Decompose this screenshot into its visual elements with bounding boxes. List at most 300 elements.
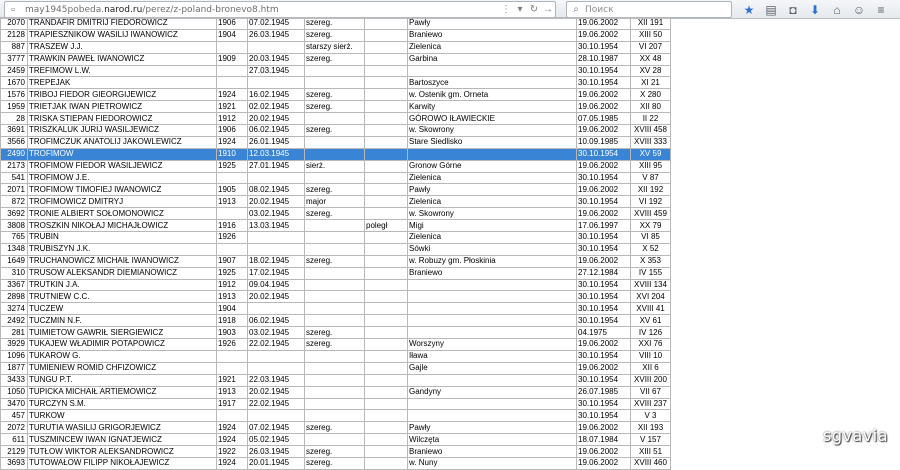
record-number-cell: 3777 bbox=[1, 53, 28, 65]
record-date-cell: 10.09.1985 bbox=[577, 136, 631, 148]
birth-year-cell: 1925 bbox=[217, 160, 248, 172]
table-row[interactable] bbox=[1, 77, 671, 89]
table-row[interactable] bbox=[1, 29, 671, 41]
record-number-cell: 2128 bbox=[1, 29, 28, 41]
record-number-cell: 3808 bbox=[1, 220, 28, 232]
place-cell: Wilczęta bbox=[408, 434, 577, 446]
record-date-cell: 30.10.1954 bbox=[577, 279, 631, 291]
table-row[interactable] bbox=[1, 136, 671, 148]
place-cell bbox=[408, 398, 577, 410]
record-date-cell: 19.06.2002 bbox=[577, 18, 631, 30]
volume-cell: XII 192 bbox=[631, 184, 671, 196]
status-cell bbox=[365, 18, 408, 30]
share-icon[interactable]: ☺ bbox=[852, 2, 866, 17]
birth-year-cell: 1906 bbox=[217, 18, 248, 30]
volume-cell: XVIII 460 bbox=[631, 457, 671, 469]
birth-year-cell bbox=[217, 243, 248, 255]
volume-cell: XV 28 bbox=[631, 65, 671, 77]
rank-cell bbox=[305, 77, 365, 89]
table-row[interactable] bbox=[1, 410, 671, 422]
status-cell bbox=[365, 113, 408, 125]
record-number-cell: 872 bbox=[1, 196, 28, 208]
rank-cell: szereg. bbox=[305, 18, 365, 30]
rank-cell bbox=[305, 243, 365, 255]
birth-year-cell bbox=[217, 410, 248, 422]
record-date-cell: 30.10.1954 bbox=[577, 374, 631, 386]
record-number-cell: 765 bbox=[1, 232, 28, 244]
birth-year-cell: 1910 bbox=[217, 148, 248, 160]
volume-cell: VI 85 bbox=[631, 232, 671, 244]
record-date-cell: 19.06.2002 bbox=[577, 255, 631, 267]
toolbar-icons bbox=[738, 0, 892, 19]
death-date-cell: 22.02.1945 bbox=[248, 339, 305, 351]
place-cell bbox=[408, 303, 577, 315]
birth-year-cell: 1913 bbox=[217, 291, 248, 303]
record-date-cell: 30.10.1954 bbox=[577, 172, 631, 184]
birth-year-cell: 1924 bbox=[217, 434, 248, 446]
table-row[interactable] bbox=[1, 125, 671, 137]
volume-cell: X 280 bbox=[631, 89, 671, 101]
status-cell bbox=[365, 434, 408, 446]
birth-year-cell bbox=[217, 172, 248, 184]
reader-view-icon[interactable]: ⋮ bbox=[501, 4, 511, 15]
death-date-cell bbox=[248, 77, 305, 89]
volume-cell: XV 61 bbox=[631, 315, 671, 327]
address-bar[interactable] bbox=[4, 1, 556, 18]
table-row[interactable] bbox=[1, 446, 671, 458]
table-row[interactable] bbox=[1, 279, 671, 291]
birth-year-cell: 1926 bbox=[217, 232, 248, 244]
death-date-cell: 26.01.1945 bbox=[248, 136, 305, 148]
record-date-cell: 19.06.2002 bbox=[577, 89, 631, 101]
forward-arrow-icon[interactable]: → bbox=[543, 4, 553, 15]
place-cell: Garbina bbox=[408, 53, 577, 65]
death-date-cell bbox=[248, 303, 305, 315]
record-number-cell: 1959 bbox=[1, 101, 28, 113]
url-text[interactable] bbox=[25, 5, 499, 15]
rank-cell bbox=[305, 362, 365, 374]
death-date-cell: 20.03.1945 bbox=[248, 53, 305, 65]
rank-cell bbox=[305, 350, 365, 362]
rank-cell: starszy sierż. bbox=[305, 41, 365, 53]
name-cell: TROFIMOW J.E. bbox=[28, 172, 217, 184]
rank-cell bbox=[305, 113, 365, 125]
name-cell: TROFIMOW bbox=[28, 148, 217, 160]
table-row[interactable] bbox=[1, 160, 671, 172]
rank-cell: szereg. bbox=[305, 446, 365, 458]
rank-cell: szereg. bbox=[305, 208, 365, 220]
url-host-prefix: may1945pobeda. bbox=[25, 4, 105, 15]
death-date-cell bbox=[248, 362, 305, 374]
record-number-cell: 1050 bbox=[1, 386, 28, 398]
status-cell bbox=[365, 125, 408, 137]
rank-cell: szereg. bbox=[305, 53, 365, 65]
table-row[interactable] bbox=[1, 374, 671, 386]
name-cell: TUMIENIEW ROMID CHFIZOWICZ bbox=[28, 362, 217, 374]
record-date-cell: 19.06.2002 bbox=[577, 29, 631, 41]
place-cell bbox=[408, 279, 577, 291]
place-cell bbox=[408, 291, 577, 303]
record-number-cell: 1877 bbox=[1, 362, 28, 374]
name-cell: TRAWKIN PAWEŁ IWANOWICZ bbox=[28, 53, 217, 65]
record-date-cell: 30.10.1954 bbox=[577, 196, 631, 208]
table-row[interactable] bbox=[1, 398, 671, 410]
status-cell bbox=[365, 374, 408, 386]
home-icon[interactable]: ⌂ bbox=[833, 2, 841, 17]
rank-cell: szereg. bbox=[305, 101, 365, 113]
record-date-cell: 19.06.2002 bbox=[577, 457, 631, 469]
name-cell: TUIMIETOW GAWRIŁ SIERGIEWICZ bbox=[28, 327, 217, 339]
record-number-cell: 2070 bbox=[1, 18, 28, 30]
search-box[interactable] bbox=[566, 1, 732, 18]
table-row[interactable] bbox=[1, 113, 671, 125]
volume-cell: XII 191 bbox=[631, 18, 671, 30]
volume-cell: IV 126 bbox=[631, 327, 671, 339]
record-number-cell: 3692 bbox=[1, 208, 28, 220]
birth-year-cell: 1909 bbox=[217, 53, 248, 65]
death-date-cell: 03.02.1945 bbox=[248, 208, 305, 220]
record-number-cell: 457 bbox=[1, 410, 28, 422]
birth-year-cell: 1924 bbox=[217, 457, 248, 469]
table-row[interactable] bbox=[1, 255, 671, 267]
volume-cell: V 3 bbox=[631, 410, 671, 422]
birth-year-cell: 1917 bbox=[217, 398, 248, 410]
volume-cell: XII 6 bbox=[631, 362, 671, 374]
table-row[interactable] bbox=[1, 362, 671, 374]
place-cell: w. Skowrony bbox=[408, 125, 577, 137]
name-cell: TRUBIN bbox=[28, 232, 217, 244]
table-row[interactable] bbox=[1, 422, 671, 434]
table-row[interactable] bbox=[1, 18, 671, 30]
name-cell: TRONIE ALBIERT SOŁOMONOWICZ bbox=[28, 208, 217, 220]
name-cell: TURKOW bbox=[28, 410, 217, 422]
death-date-cell: 18.02.1945 bbox=[248, 255, 305, 267]
status-cell bbox=[365, 41, 408, 53]
name-cell: TRAPIESZNIKOW WASILIJ IWANOWICZ bbox=[28, 29, 217, 41]
death-date-cell bbox=[248, 350, 305, 362]
volume-cell: XII 80 bbox=[631, 101, 671, 113]
search-input[interactable] bbox=[585, 5, 725, 15]
volume-cell: X 353 bbox=[631, 255, 671, 267]
status-cell bbox=[365, 208, 408, 220]
rank-cell: szereg. bbox=[305, 255, 365, 267]
record-date-cell: 30.10.1954 bbox=[577, 291, 631, 303]
record-date-cell: 19.06.2002 bbox=[577, 208, 631, 220]
rank-cell bbox=[305, 434, 365, 446]
record-date-cell: 27.12.1984 bbox=[577, 267, 631, 279]
place-cell: GÓROWO IŁAWIECKIE bbox=[408, 113, 577, 125]
record-date-cell: 30.10.1954 bbox=[577, 148, 631, 160]
record-date-cell: 30.10.1954 bbox=[577, 350, 631, 362]
birth-year-cell: 1906 bbox=[217, 125, 248, 137]
record-number-cell: 1576 bbox=[1, 89, 28, 101]
rank-cell bbox=[305, 148, 365, 160]
rank-cell: sierż. bbox=[305, 160, 365, 172]
record-number-cell: 3566 bbox=[1, 136, 28, 148]
place-cell: w. Nuny bbox=[408, 457, 577, 469]
status-cell bbox=[365, 184, 408, 196]
name-cell: TUKAJEW WŁADIMIR POTAPOWICZ bbox=[28, 339, 217, 351]
place-cell: Braniewo bbox=[408, 29, 577, 41]
rank-cell bbox=[305, 410, 365, 422]
status-cell bbox=[365, 65, 408, 77]
table-row[interactable] bbox=[1, 243, 671, 255]
volume-cell: XII 193 bbox=[631, 422, 671, 434]
rank-cell bbox=[305, 374, 365, 386]
volume-cell: VIII 10 bbox=[631, 350, 671, 362]
birth-year-cell: 1913 bbox=[217, 386, 248, 398]
name-cell: TRASZEW J.J. bbox=[28, 41, 217, 53]
table-row[interactable] bbox=[1, 65, 671, 77]
death-date-cell: 08.02.1945 bbox=[248, 184, 305, 196]
record-number-cell: 1348 bbox=[1, 243, 28, 255]
record-number-cell: 3470 bbox=[1, 398, 28, 410]
birth-year-cell: 1924 bbox=[217, 89, 248, 101]
status-cell bbox=[365, 422, 408, 434]
birth-year-cell: 1924 bbox=[217, 136, 248, 148]
name-cell: TRUTNIEW C.C. bbox=[28, 291, 217, 303]
death-date-cell: 20.01.1945 bbox=[248, 457, 305, 469]
record-number-cell: 2071 bbox=[1, 184, 28, 196]
death-date-cell: 03.02.1945 bbox=[248, 327, 305, 339]
volume-cell: XVIII 333 bbox=[631, 136, 671, 148]
table-row[interactable] bbox=[1, 267, 671, 279]
volume-cell: XIII 95 bbox=[631, 160, 671, 172]
reading-list-icon[interactable]: ▤ bbox=[765, 2, 777, 17]
record-date-cell: 28.10.1987 bbox=[577, 53, 631, 65]
record-number-cell: 28 bbox=[1, 113, 28, 125]
place-cell bbox=[408, 410, 577, 422]
status-cell bbox=[365, 339, 408, 351]
place-cell bbox=[408, 315, 577, 327]
record-date-cell: 30.10.1954 bbox=[577, 303, 631, 315]
volume-cell: XVIII 134 bbox=[631, 279, 671, 291]
record-date-cell: 26.07.1985 bbox=[577, 386, 631, 398]
rank-cell bbox=[305, 303, 365, 315]
table-row[interactable] bbox=[1, 232, 671, 244]
record-date-cell: 30.10.1954 bbox=[577, 65, 631, 77]
name-cell: TRUCHANOWICZ MICHAIŁ IWANOWICZ bbox=[28, 255, 217, 267]
rank-cell bbox=[305, 136, 365, 148]
record-number-cell: 3691 bbox=[1, 125, 28, 137]
death-date-cell: 26.03.1945 bbox=[248, 29, 305, 41]
table-row[interactable] bbox=[1, 41, 671, 53]
place-cell: Pawły bbox=[408, 422, 577, 434]
volume-cell: V 87 bbox=[631, 172, 671, 184]
volume-cell: XVIII 200 bbox=[631, 374, 671, 386]
pocket-icon[interactable]: ◘ bbox=[789, 2, 797, 17]
record-number-cell: 2492 bbox=[1, 315, 28, 327]
dropdown-arrow-icon[interactable]: ▾ bbox=[517, 4, 523, 15]
place-cell: w. Ostenik gm. Orneta bbox=[408, 89, 577, 101]
record-date-cell: 19.06.2002 bbox=[577, 101, 631, 113]
name-cell: TRIBOJ FIEDOR GIEORGIJEWICZ bbox=[28, 89, 217, 101]
birth-year-cell: 1903 bbox=[217, 327, 248, 339]
table-row[interactable] bbox=[1, 327, 671, 339]
birth-year-cell: 1912 bbox=[217, 279, 248, 291]
death-date-cell: 22.02.1945 bbox=[248, 398, 305, 410]
name-cell: TRISKA STIEPAN FIEDOROWICZ bbox=[28, 113, 217, 125]
volume-cell: XVIII 41 bbox=[631, 303, 671, 315]
rank-cell: szereg. bbox=[305, 184, 365, 196]
birth-year-cell: 1912 bbox=[217, 113, 248, 125]
volume-cell: V 157 bbox=[631, 434, 671, 446]
volume-cell: X 52 bbox=[631, 243, 671, 255]
rank-cell bbox=[305, 232, 365, 244]
death-date-cell: 16.02.1945 bbox=[248, 89, 305, 101]
birth-year-cell: 1922 bbox=[217, 446, 248, 458]
rank-cell: szereg. bbox=[305, 339, 365, 351]
rank-cell: szereg. bbox=[305, 422, 365, 434]
table-body bbox=[1, 18, 671, 470]
status-cell bbox=[365, 136, 408, 148]
url-path: /perez/z-poland-bronevo8.htm bbox=[142, 4, 279, 15]
death-date-cell bbox=[248, 243, 305, 255]
status-cell bbox=[365, 77, 408, 89]
record-number-cell: 1096 bbox=[1, 350, 28, 362]
death-date-cell: 12.03.1945 bbox=[248, 148, 305, 160]
death-date-cell: 22.03.1945 bbox=[248, 374, 305, 386]
birth-year-cell: 1924 bbox=[217, 422, 248, 434]
name-cell: TURUTIA WASILIJ GRIGORJEWICZ bbox=[28, 422, 217, 434]
table-row[interactable] bbox=[1, 184, 671, 196]
death-date-cell: 27.01.1945 bbox=[248, 160, 305, 172]
table-row[interactable] bbox=[1, 53, 671, 65]
record-date-cell: 30.10.1954 bbox=[577, 398, 631, 410]
rank-cell bbox=[305, 172, 365, 184]
table-row[interactable] bbox=[1, 350, 671, 362]
rank-cell bbox=[305, 220, 365, 232]
rank-cell: szereg. bbox=[305, 125, 365, 137]
birth-year-cell bbox=[217, 65, 248, 77]
volume-cell: XXI 76 bbox=[631, 339, 671, 351]
volume-cell: XV 59 bbox=[631, 148, 671, 160]
table-row[interactable] bbox=[1, 208, 671, 220]
volume-cell: VII 67 bbox=[631, 386, 671, 398]
name-cell: TROFIMCZUK ANATOLIJ JAKOWLEWICZ bbox=[28, 136, 217, 148]
download-icon[interactable]: ⬇ bbox=[809, 2, 821, 17]
table-row[interactable] bbox=[1, 339, 671, 351]
birth-year-cell bbox=[217, 362, 248, 374]
status-cell bbox=[365, 29, 408, 41]
table-row[interactable] bbox=[1, 457, 671, 469]
table-row[interactable] bbox=[1, 315, 671, 327]
rank-cell bbox=[305, 386, 365, 398]
status-cell bbox=[365, 89, 408, 101]
menu-icon[interactable]: ≡ bbox=[877, 2, 885, 17]
record-number-cell: 2173 bbox=[1, 160, 28, 172]
record-number-cell: 1649 bbox=[1, 255, 28, 267]
death-date-cell: 20.02.1945 bbox=[248, 113, 305, 125]
status-cell bbox=[365, 362, 408, 374]
table-row[interactable] bbox=[1, 386, 671, 398]
name-cell: TROSZKIN NIKOŁAJ MICHAJŁOWICZ bbox=[28, 220, 217, 232]
death-date-cell: 20.02.1945 bbox=[248, 196, 305, 208]
place-cell bbox=[408, 65, 577, 77]
reload-icon[interactable]: ↻ bbox=[529, 4, 539, 15]
table-row[interactable] bbox=[1, 89, 671, 101]
status-cell: poległ bbox=[365, 220, 408, 232]
status-cell bbox=[365, 172, 408, 184]
death-date-cell: 02.02.1945 bbox=[248, 101, 305, 113]
rank-cell bbox=[305, 291, 365, 303]
record-date-cell: 19.06.2002 bbox=[577, 125, 631, 137]
birth-year-cell: 1904 bbox=[217, 29, 248, 41]
birth-year-cell: 1926 bbox=[217, 339, 248, 351]
record-number-cell: 3367 bbox=[1, 279, 28, 291]
name-cell: TRUSOW ALEKSANDR DIEMIANOWICZ bbox=[28, 267, 217, 279]
record-date-cell: 19.06.2002 bbox=[577, 362, 631, 374]
name-cell: TUKAROW G. bbox=[28, 350, 217, 362]
name-cell: TUTŁOW WIKTOR ALEKSANDROWICZ bbox=[28, 446, 217, 458]
birth-year-cell: 1921 bbox=[217, 374, 248, 386]
record-number-cell: 2898 bbox=[1, 291, 28, 303]
volume-cell: XIII 51 bbox=[631, 446, 671, 458]
table-row[interactable] bbox=[1, 101, 671, 113]
table-row[interactable] bbox=[1, 434, 671, 446]
record-number-cell: 541 bbox=[1, 172, 28, 184]
place-cell: Gajle bbox=[408, 362, 577, 374]
status-cell bbox=[365, 148, 408, 160]
page-content bbox=[0, 18, 900, 468]
table-row[interactable] bbox=[1, 172, 671, 184]
bookmark-star-icon[interactable]: ★ bbox=[743, 2, 755, 17]
table-row[interactable] bbox=[1, 196, 671, 208]
name-cell: TUNGU P.T. bbox=[28, 374, 217, 386]
record-date-cell: 19.06.2002 bbox=[577, 446, 631, 458]
place-cell: Iława bbox=[408, 350, 577, 362]
place-cell: Zielenica bbox=[408, 172, 577, 184]
status-cell bbox=[365, 232, 408, 244]
death-date-cell: 20.02.1945 bbox=[248, 291, 305, 303]
birth-year-cell: 1905 bbox=[217, 184, 248, 196]
birth-year-cell: 1918 bbox=[217, 315, 248, 327]
place-cell bbox=[408, 327, 577, 339]
record-date-cell: 18.07.1984 bbox=[577, 434, 631, 446]
death-date-cell: 06.02.1945 bbox=[248, 315, 305, 327]
death-date-cell: 13.03.1945 bbox=[248, 220, 305, 232]
record-date-cell: 30.10.1954 bbox=[577, 41, 631, 53]
table-row[interactable] bbox=[1, 303, 671, 315]
name-cell: TRUBISZYN J.K. bbox=[28, 243, 217, 255]
volume-cell: VI 192 bbox=[631, 196, 671, 208]
death-date-cell: 09.04.1945 bbox=[248, 279, 305, 291]
record-date-cell: 30.10.1954 bbox=[577, 77, 631, 89]
place-cell: Karwity bbox=[408, 101, 577, 113]
table-row[interactable] bbox=[1, 220, 671, 232]
status-cell bbox=[365, 267, 408, 279]
birth-year-cell bbox=[217, 41, 248, 53]
name-cell: TRIETJAK IWAN PIETROWICZ bbox=[28, 101, 217, 113]
name-cell: TRISZKALUK JURIJ WASILJEWICZ bbox=[28, 125, 217, 137]
status-cell bbox=[365, 279, 408, 291]
watermark: sgvavia bbox=[823, 426, 888, 445]
record-date-cell: 19.06.2002 bbox=[577, 160, 631, 172]
birth-year-cell: 1916 bbox=[217, 220, 248, 232]
record-number-cell: 281 bbox=[1, 327, 28, 339]
record-date-cell: 19.06.2002 bbox=[577, 184, 631, 196]
status-cell bbox=[365, 196, 408, 208]
volume-cell: XVIII 237 bbox=[631, 398, 671, 410]
table-row[interactable] bbox=[1, 291, 671, 303]
record-number-cell: 887 bbox=[1, 41, 28, 53]
record-number-cell: 2459 bbox=[1, 65, 28, 77]
name-cell: TROFIMOW TIMOFIEJ IWANOWICZ bbox=[28, 184, 217, 196]
table-row[interactable] bbox=[1, 148, 671, 160]
death-date-cell: 20.02.1945 bbox=[248, 386, 305, 398]
place-cell: Braniewo bbox=[408, 446, 577, 458]
death-date-cell bbox=[248, 410, 305, 422]
